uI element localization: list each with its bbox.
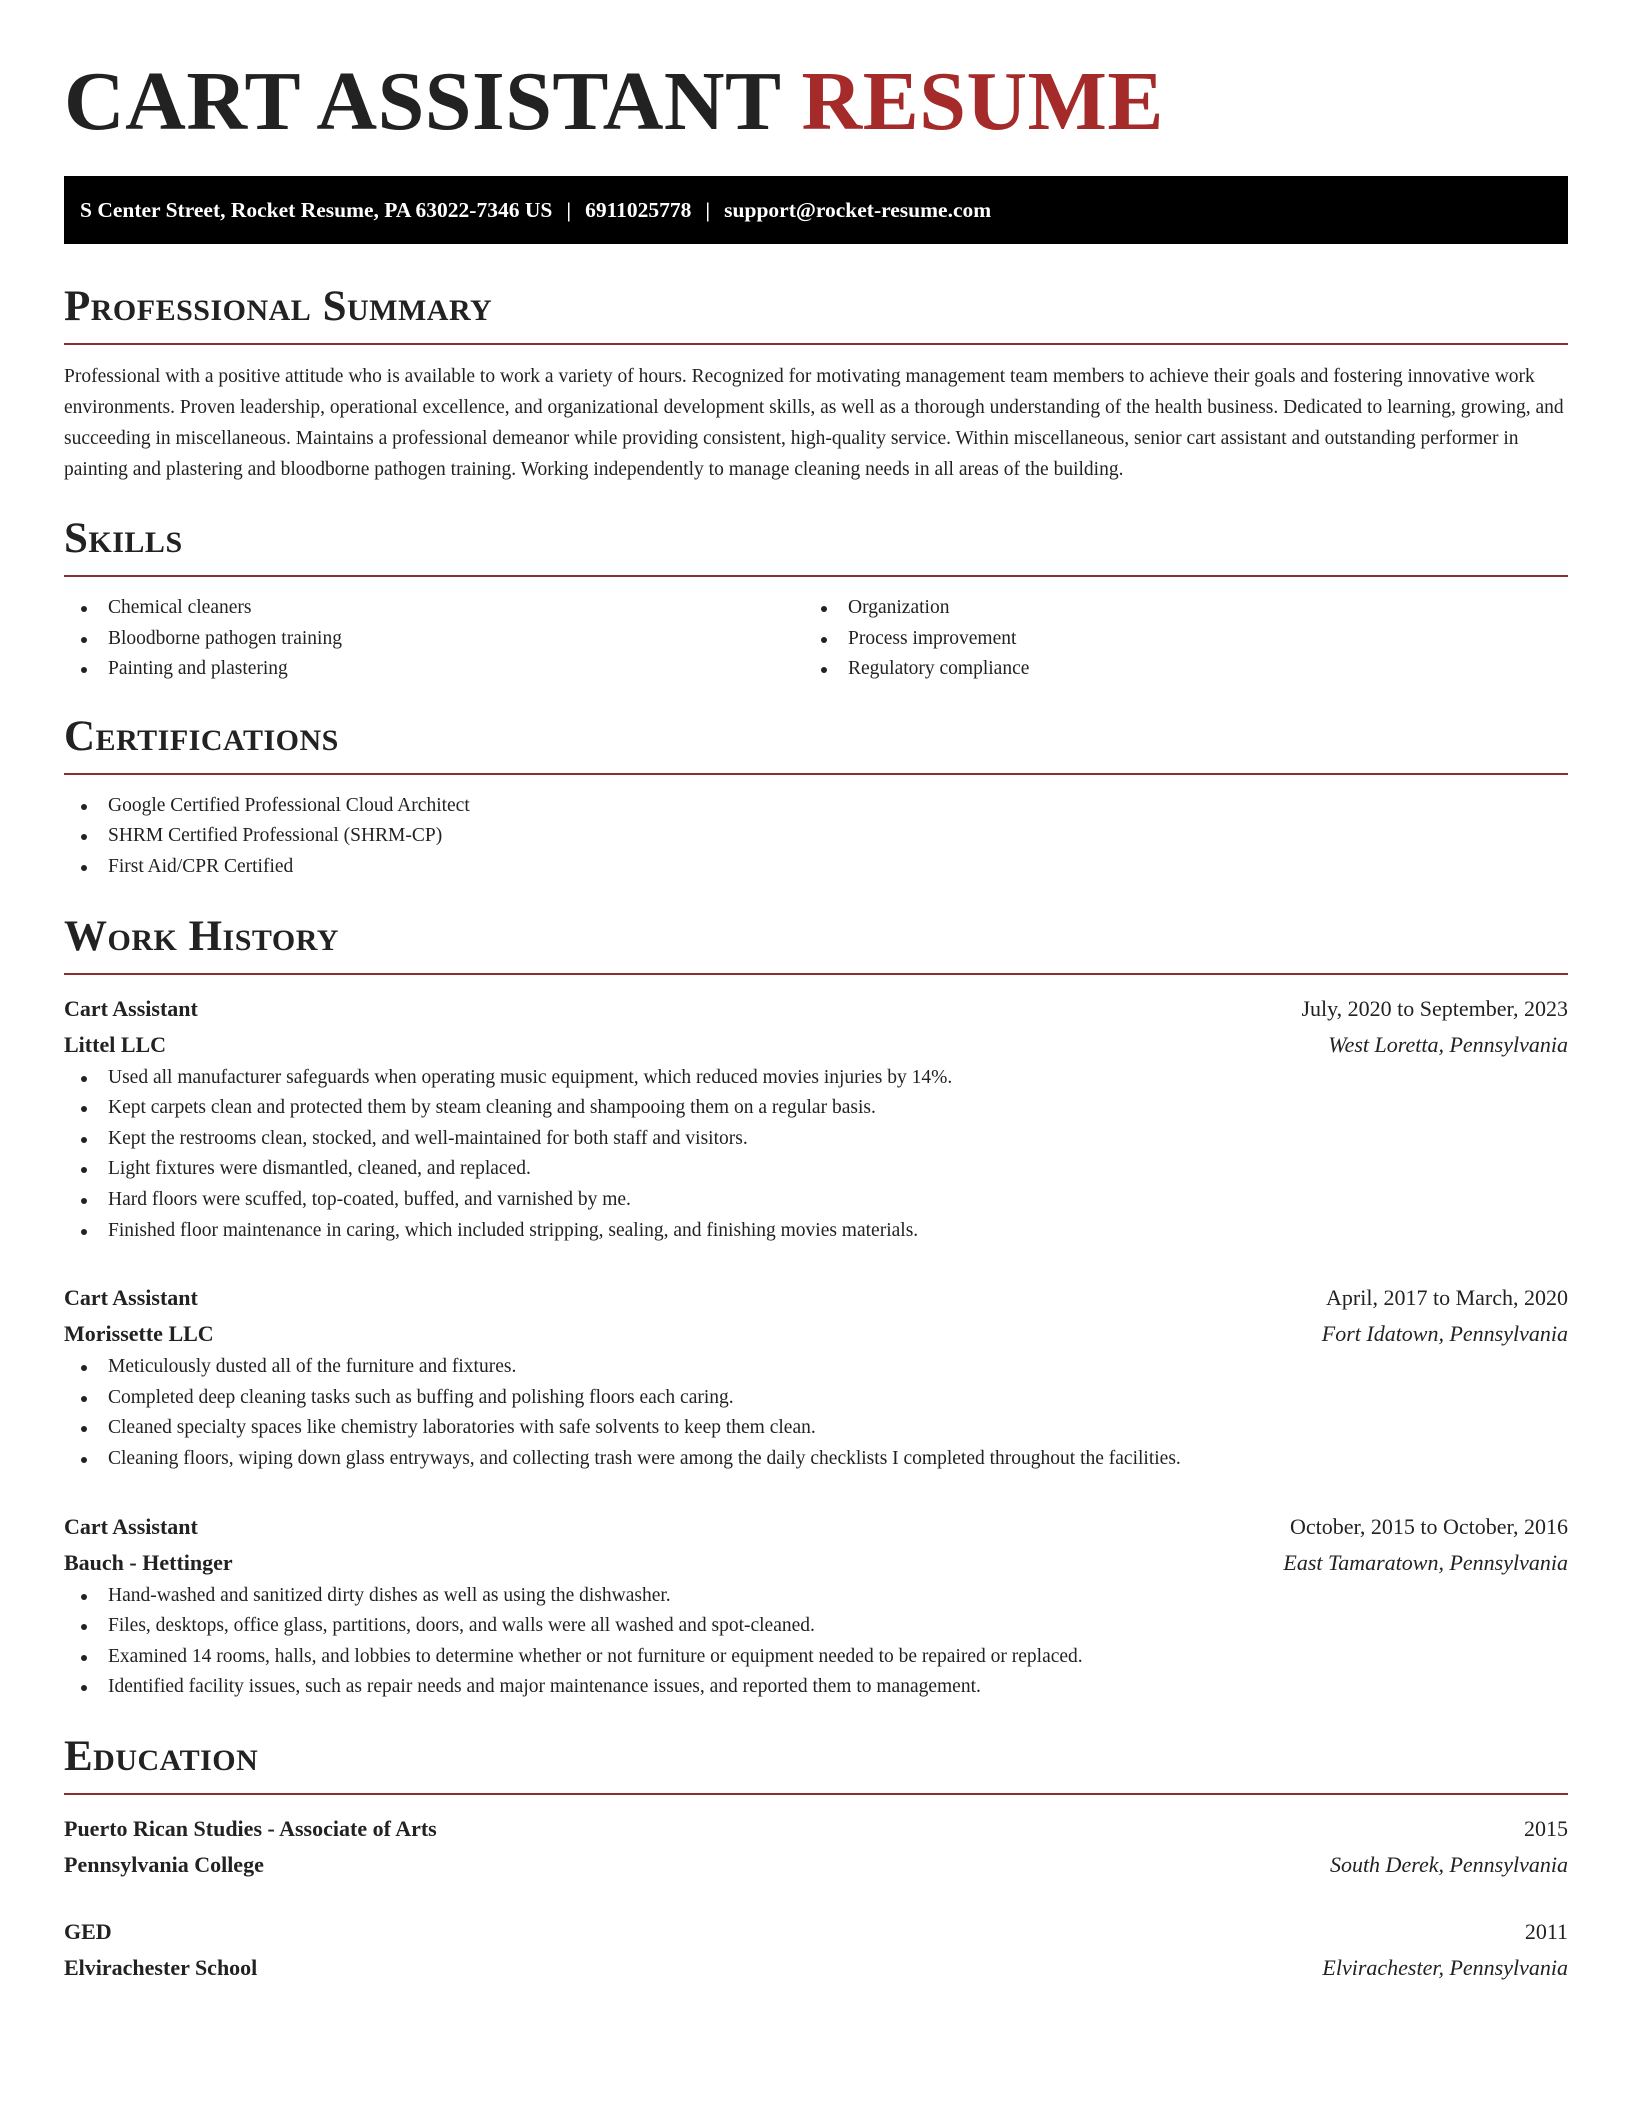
section-heading-work-history: Work History — [64, 912, 339, 960]
job-duties-list — [64, 1063, 1568, 1247]
education-header — [64, 1811, 1568, 1847]
education-school: Pennsylvania College — [64, 1851, 264, 1877]
education-location: Elvirachester, Pennsylvania — [1322, 1954, 1568, 1980]
skill-item: Painting and plastering — [64, 654, 804, 685]
job-duty-item: Files, desktops, office glass, partitions, doors, and walls were all washed and spot-cleaned. — [64, 1611, 1568, 1642]
job-duties-list — [64, 1581, 1568, 1703]
skills-section — [64, 513, 1568, 685]
job-duty-item: Cleaned specialty spaces like chemistry laboratories with safe solvents to keep them clean. — [64, 1413, 1568, 1444]
resume-title — [64, 54, 1568, 150]
job-entry — [64, 991, 1568, 1247]
education-entry — [64, 1914, 1568, 1986]
skill-item: Bloodborne pathogen training — [64, 624, 804, 655]
job-header — [64, 991, 1568, 1027]
skills-grid — [64, 593, 1568, 685]
education-entry — [64, 1811, 1568, 1883]
contact-bar — [64, 176, 1568, 244]
job-duty-item: Hard floors were scuffed, top-coated, buffed, and varnished by me. — [64, 1185, 1568, 1216]
education-degree: GED — [64, 1918, 112, 1944]
job-location: Fort Idatown, Pennsylvania — [1321, 1321, 1568, 1347]
job-title: Cart Assistant — [64, 995, 198, 1021]
job-duty-item: Cleaning floors, wiping down glass entryways, and collecting trash were among the daily checklists I completed throughout the facilities. — [64, 1444, 1568, 1475]
skills-list-right — [804, 593, 1544, 685]
title-accent: RESUME — [801, 55, 1164, 148]
section-divider — [64, 575, 1568, 577]
summary-text: Professional with a positive attitude who is available to work a variety of hours. Recognized for motivating management team members to achieve their goals and fostering innovative work environments. Proven leadership, operational excellence, and organizational development skills, as well as a thorough understanding of the health business. Dedicated to learning, growing, and succeeding in miscellaneous. Maintains a professional demeanor while providing consistent, high-quality service. Within miscellaneous, senior cart assistant and outstanding performer in painting and plastering and bloodborne pathogen training. Working independently to manage cleaning needs in all areas of the building. — [64, 366, 1564, 480]
education-year: 2011 — [1524, 1918, 1568, 1944]
job-duty-item: Finished floor maintenance in caring, which included stripping, sealing, and finishing movies materials. — [64, 1216, 1568, 1247]
job-location: East Tamaratown, Pennsylvania — [1283, 1549, 1568, 1575]
skill-item: Chemical cleaners — [64, 593, 804, 624]
job-entry — [64, 1509, 1568, 1703]
job-duty-item: Used all manufacturer safeguards when operating music equipment, which reduced movies injuries by 14%. — [64, 1063, 1568, 1094]
section-heading-education: Education — [64, 1732, 259, 1780]
title-main: CART ASSISTANT — [64, 55, 781, 148]
job-company: Bauch - Hettinger — [64, 1549, 233, 1575]
job-duties-list — [64, 1352, 1568, 1474]
section-heading-certifications: Certifications — [64, 712, 339, 760]
education-subheader — [64, 1847, 1568, 1883]
job-location: West Loretta, Pennsylvania — [1328, 1031, 1568, 1057]
section-heading-skills: Skills — [64, 515, 183, 562]
education-subheader — [64, 1950, 1568, 1986]
job-title: Cart Assistant — [64, 1513, 198, 1539]
section-divider — [64, 973, 1568, 975]
job-subheader — [64, 1545, 1568, 1581]
job-duty-item: Kept the restrooms clean, stocked, and well-maintained for both staff and visitors. — [64, 1124, 1568, 1155]
education-school: Elvirachester School — [64, 1954, 258, 1980]
job-company: Littel LLC — [64, 1031, 167, 1057]
skill-item: Organization — [804, 593, 1544, 624]
resume-page — [64, 0, 1568, 1986]
skill-item: Regulatory compliance — [804, 654, 1544, 685]
section-divider — [64, 1793, 1568, 1795]
job-header — [64, 1280, 1568, 1316]
job-header — [64, 1509, 1568, 1545]
job-duty-item: Examined 14 rooms, halls, and lobbies to determine whether or not furniture or equipment needed to be repaired or replaced. — [64, 1642, 1568, 1673]
section-divider — [64, 343, 1568, 345]
job-dates: April, 2017 to March, 2020 — [1326, 1285, 1568, 1311]
job-subheader — [64, 1316, 1568, 1352]
summary-section — [64, 281, 1568, 485]
contact-separator: | — [566, 198, 572, 222]
education-location: South Derek, Pennsylvania — [1329, 1851, 1568, 1877]
job-duty-item: Completed deep cleaning tasks such as buffing and polishing floors each caring. — [64, 1383, 1568, 1414]
job-company: Morissette LLC — [64, 1321, 214, 1347]
contact-address: S Center Street, Rocket Resume, PA 63022-7346 US — [80, 198, 553, 222]
education-degree: Puerto Rican Studies - Associate of Arts — [64, 1815, 437, 1841]
job-title: Cart Assistant — [64, 1285, 198, 1311]
section-divider — [64, 773, 1568, 775]
education-header — [64, 1914, 1568, 1950]
job-duty-item: Hand-washed and sanitized dirty dishes as well as using the dishwasher. — [64, 1581, 1568, 1612]
skill-item: Process improvement — [804, 624, 1544, 655]
skills-list-left — [64, 593, 804, 685]
certification-item: First Aid/CPR Certified — [64, 852, 1568, 883]
certifications-list — [64, 791, 1568, 883]
section-heading-summary: Professional Summary — [64, 283, 493, 330]
job-dates: October, 2015 to October, 2016 — [1289, 1513, 1568, 1539]
certification-item: Google Certified Professional Cloud Architect — [64, 791, 1568, 822]
contact-separator: | — [705, 198, 711, 222]
contact-email[interactable]: support@rocket-resume.com — [724, 198, 992, 222]
contact-phone[interactable]: 6911025778 — [585, 198, 692, 222]
certification-item: SHRM Certified Professional (SHRM-CP) — [64, 821, 1568, 852]
job-duty-item: Identified facility issues, such as repair needs and major maintenance issues, and reported them to management. — [64, 1672, 1568, 1703]
job-duty-item: Light fixtures were dismantled, cleaned, and replaced. — [64, 1154, 1568, 1185]
job-dates: July, 2020 to September, 2023 — [1301, 995, 1568, 1021]
certifications-section — [64, 711, 1568, 883]
job-duty-item: Meticulously dusted all of the furniture and fixtures. — [64, 1352, 1568, 1383]
job-entry — [64, 1280, 1568, 1474]
work-history-section — [64, 911, 1568, 1703]
job-duty-item: Kept carpets clean and protected them by steam cleaning and shampooing them on a regular basis. — [64, 1093, 1568, 1124]
education-year: 2015 — [1524, 1815, 1568, 1841]
job-subheader — [64, 1027, 1568, 1063]
education-section — [64, 1731, 1568, 1986]
